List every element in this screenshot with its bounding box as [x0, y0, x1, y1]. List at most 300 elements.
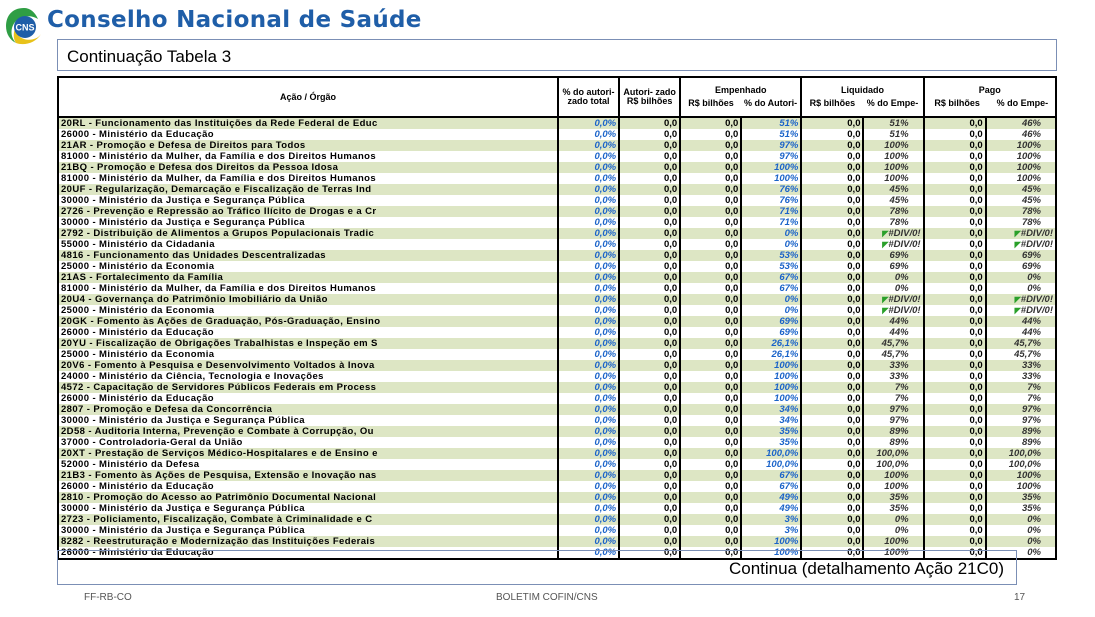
cell-empenhado-pct: 100%	[741, 393, 801, 404]
cell-autorizado: 0,0	[619, 349, 680, 360]
cell-autorizado: 0,0	[619, 415, 680, 426]
cell-liquidado-rs: 0,0	[801, 162, 863, 173]
cell-acao-orgao: 37000 - Controladoria-Geral da União	[58, 437, 558, 448]
cell-pct-total: 0,0%	[558, 261, 619, 272]
cell-pago-pct: 78%	[986, 206, 1056, 217]
cell-liquidado-pct: 69%	[863, 261, 923, 272]
cell-pago-rs: 0,0	[924, 217, 986, 228]
logo-text: CNS	[15, 22, 35, 33]
cell-pago-pct: 33%	[986, 360, 1056, 371]
table-row-orgao	[58, 459, 1056, 470]
cell-empenhado-rs: 0,0	[680, 228, 741, 239]
cell-acao-orgao: 4816 - Funcionamento das Unidades Descentralizadas	[58, 250, 558, 261]
cell-acao-orgao: 26000 - Ministério da Educação	[58, 393, 558, 404]
table-body	[58, 117, 1056, 559]
cell-empenhado-pct: 100%	[741, 360, 801, 371]
cell-acao-orgao: 81000 - Ministério da Mulher, da Família e dos Direitos Humanos	[58, 173, 558, 184]
cell-liquidado-pct: 89%	[863, 437, 923, 448]
error-indicator-icon: ◤	[1014, 229, 1021, 238]
cell-empenhado-pct: 0%	[741, 239, 801, 250]
cell-pago-rs: 0,0	[924, 404, 986, 415]
cell-empenhado-pct: 49%	[741, 492, 801, 503]
table-row-orgao	[58, 481, 1056, 492]
cell-empenhado-pct: 35%	[741, 426, 801, 437]
cell-pago-rs: 0,0	[924, 382, 986, 393]
cell-liquidado-rs: 0,0	[801, 129, 863, 140]
table-row-acao	[58, 514, 1056, 525]
table-row-orgao	[58, 217, 1056, 228]
table-row-acao	[58, 184, 1056, 195]
cell-pct-total: 0,0%	[558, 448, 619, 459]
cell-empenhado-pct: 100%	[741, 371, 801, 382]
cell-liquidado-rs: 0,0	[801, 272, 863, 283]
cell-pct-total: 0,0%	[558, 415, 619, 426]
table-row-acao	[58, 162, 1056, 173]
cell-liquidado-rs: 0,0	[801, 470, 863, 481]
cell-pago-rs: 0,0	[924, 228, 986, 239]
cell-liquidado-rs: 0,0	[801, 448, 863, 459]
table-caption: Continuação Tabela 3	[67, 47, 232, 66]
cell-acao-orgao: 81000 - Ministério da Mulher, da Família e dos Direitos Humanos	[58, 151, 558, 162]
cell-liquidado-pct: 0%	[863, 283, 923, 294]
cell-empenhado-pct: 76%	[741, 184, 801, 195]
cell-empenhado-pct: 97%	[741, 140, 801, 151]
cell-pago-rs: 0,0	[924, 503, 986, 514]
cell-empenhado-rs: 0,0	[680, 173, 741, 184]
cell-autorizado: 0,0	[619, 393, 680, 404]
cell-acao-orgao: 2726 - Prevenção e Repressão ao Tráfico Ilícito de Drogas e a Cr	[58, 206, 558, 217]
table-row-acao	[58, 294, 1056, 305]
cell-empenhado-pct: 69%	[741, 327, 801, 338]
cell-empenhado-rs: 0,0	[680, 217, 741, 228]
cell-pago-pct: 0%	[986, 536, 1056, 547]
cell-pct-total: 0,0%	[558, 514, 619, 525]
cell-pago-pct: 100%	[986, 481, 1056, 492]
cell-acao-orgao: 26000 - Ministério da Educação	[58, 327, 558, 338]
cell-pago-rs: 0,0	[924, 393, 986, 404]
cell-pct-total: 0,0%	[558, 371, 619, 382]
cell-pago-pct	[986, 294, 1056, 305]
cell-pago-rs: 0,0	[924, 305, 986, 316]
table-row-acao	[58, 536, 1056, 547]
cell-pct-total: 0,0%	[558, 184, 619, 195]
cell-pct-total: 0,0%	[558, 316, 619, 327]
cell-pago-rs: 0,0	[924, 338, 986, 349]
cell-pago-pct	[986, 239, 1056, 250]
cell-liquidado-pct: 100%	[863, 536, 923, 547]
cell-pct-total: 0,0%	[558, 206, 619, 217]
cell-liquidado-pct	[863, 239, 923, 250]
cell-pct-total: 0,0%	[558, 305, 619, 316]
cell-empenhado-pct: 100%	[741, 382, 801, 393]
cell-pago-rs: 0,0	[924, 294, 986, 305]
table-row-orgao	[58, 371, 1056, 382]
cell-pct-total: 0,0%	[558, 228, 619, 239]
cell-liquidado-rs: 0,0	[801, 393, 863, 404]
cell-pct-total: 0,0%	[558, 195, 619, 206]
cell-empenhado-rs: 0,0	[680, 426, 741, 437]
cell-acao-orgao: 25000 - Ministério da Economia	[58, 349, 558, 360]
table-row-orgao	[58, 327, 1056, 338]
table-row-orgao	[58, 393, 1056, 404]
cell-acao-orgao: 81000 - Ministério da Mulher, da Família e dos Direitos Humanos	[58, 283, 558, 294]
table-row-orgao	[58, 151, 1056, 162]
cell-liquidado-rs: 0,0	[801, 140, 863, 151]
cell-pago-rs: 0,0	[924, 360, 986, 371]
cell-liquidado-pct: 45%	[863, 184, 923, 195]
table-row-acao	[58, 250, 1056, 261]
error-value: #DIV/0!	[1020, 294, 1053, 305]
cell-acao-orgao: 30000 - Ministério da Justiça e Segurança Pública	[58, 525, 558, 536]
table-row-orgao	[58, 239, 1056, 250]
cell-acao-orgao: 30000 - Ministério da Justiça e Segurança Pública	[58, 195, 558, 206]
cell-liquidado-rs: 0,0	[801, 349, 863, 360]
cell-acao-orgao: 20YU - Fiscalização de Obrigações Trabalhistas e Inspeção em S	[58, 338, 558, 349]
cell-autorizado: 0,0	[619, 129, 680, 140]
cell-acao-orgao: 20V6 - Fomento à Pesquisa e Desenvolvimento Voltados à Inova	[58, 360, 558, 371]
cell-autorizado: 0,0	[619, 382, 680, 393]
cell-empenhado-rs: 0,0	[680, 360, 741, 371]
cell-empenhado-rs: 0,0	[680, 514, 741, 525]
cell-liquidado-pct	[863, 228, 923, 239]
cell-pago-pct: 46%	[986, 129, 1056, 140]
cell-liquidado-rs: 0,0	[801, 261, 863, 272]
cell-acao-orgao: 26000 - Ministério da Educação	[58, 547, 558, 559]
cell-pago-rs: 0,0	[924, 261, 986, 272]
cell-liquidado-pct	[863, 294, 923, 305]
cell-acao-orgao: 30000 - Ministério da Justiça e Segurança Pública	[58, 217, 558, 228]
error-value: #DIV/0!	[1020, 305, 1053, 316]
cell-liquidado-pct: 100%	[863, 470, 923, 481]
cell-pct-total: 0,0%	[558, 151, 619, 162]
table-row-orgao	[58, 173, 1056, 184]
cell-pago-pct: 45,7%	[986, 349, 1056, 360]
cell-liquidado-pct: 35%	[863, 492, 923, 503]
cell-acao-orgao: 26000 - Ministério da Educação	[58, 481, 558, 492]
cell-empenhado-rs: 0,0	[680, 206, 741, 217]
cell-pago-rs: 0,0	[924, 151, 986, 162]
cell-pago-pct: 0%	[986, 525, 1056, 536]
footer-left: FF-RB-CO	[84, 592, 132, 603]
cell-liquidado-rs: 0,0	[801, 206, 863, 217]
cell-empenhado-rs: 0,0	[680, 117, 741, 129]
table-row-orgao	[58, 195, 1056, 206]
cell-pago-rs: 0,0	[924, 173, 986, 184]
cell-acao-orgao: 25000 - Ministério da Economia	[58, 261, 558, 272]
cell-pago-rs: 0,0	[924, 239, 986, 250]
cell-pago-rs: 0,0	[924, 349, 986, 360]
cell-pago-rs: 0,0	[924, 129, 986, 140]
cell-pct-total: 0,0%	[558, 217, 619, 228]
cell-empenhado-rs: 0,0	[680, 272, 741, 283]
cell-autorizado: 0,0	[619, 514, 680, 525]
cell-acao-orgao: 2807 - Promoção e Defesa da Concorrência	[58, 404, 558, 415]
header-pago-pct: % do Empe-	[996, 98, 1049, 108]
cell-empenhado-pct: 34%	[741, 404, 801, 415]
cell-acao-orgao: 8282 - Reestruturação e Modernização das Instituições Federais	[58, 536, 558, 547]
cell-empenhado-rs: 0,0	[680, 547, 741, 559]
cell-empenhado-pct: 26,1%	[741, 338, 801, 349]
cell-pago-pct	[986, 305, 1056, 316]
table-row-acao	[58, 448, 1056, 459]
cell-liquidado-rs: 0,0	[801, 151, 863, 162]
table-row-acao	[58, 382, 1056, 393]
cell-pago-pct: 0%	[986, 272, 1056, 283]
table-row-orgao	[58, 129, 1056, 140]
cell-pago-pct: 100%	[986, 140, 1056, 151]
cell-liquidado-pct: 100%	[863, 162, 923, 173]
cell-empenhado-rs: 0,0	[680, 459, 741, 470]
cell-acao-orgao: 2810 - Promoção do Acesso ao Patrimônio Documental Nacional	[58, 492, 558, 503]
cell-empenhado-rs: 0,0	[680, 371, 741, 382]
cell-pago-rs: 0,0	[924, 536, 986, 547]
cell-liquidado-pct: 0%	[863, 525, 923, 536]
header-autorizado: Autori- zado R$ bilhões	[619, 77, 680, 117]
cell-empenhado-rs: 0,0	[680, 283, 741, 294]
cell-pago-pct: 100,0%	[986, 448, 1056, 459]
cell-pago-rs: 0,0	[924, 195, 986, 206]
cell-liquidado-rs: 0,0	[801, 316, 863, 327]
cell-pago-pct: 7%	[986, 382, 1056, 393]
cell-pct-total: 0,0%	[558, 459, 619, 470]
cell-empenhado-pct: 3%	[741, 525, 801, 536]
cell-autorizado: 0,0	[619, 162, 680, 173]
cell-liquidado-rs: 0,0	[801, 228, 863, 239]
table-row-acao	[58, 338, 1056, 349]
cell-liquidado-rs: 0,0	[801, 371, 863, 382]
cell-pago-pct: 7%	[986, 393, 1056, 404]
cell-liquidado-pct: 97%	[863, 415, 923, 426]
header-liquidado: Liquidado	[840, 85, 884, 95]
table-row-orgao	[58, 261, 1056, 272]
cell-autorizado: 0,0	[619, 250, 680, 261]
cell-acao-orgao: 26000 - Ministério da Educação	[58, 129, 558, 140]
cell-liquidado-rs: 0,0	[801, 305, 863, 316]
cell-empenhado-rs: 0,0	[680, 162, 741, 173]
table-row-acao	[58, 228, 1056, 239]
cell-empenhado-rs: 0,0	[680, 481, 741, 492]
cell-autorizado: 0,0	[619, 316, 680, 327]
header-liq-pct: % do Empe-	[866, 98, 919, 108]
table-row-orgao	[58, 503, 1056, 514]
cell-pago-pct: 0%	[986, 514, 1056, 525]
cell-liquidado-pct: 0%	[863, 272, 923, 283]
cell-pct-total: 0,0%	[558, 525, 619, 536]
cell-empenhado-pct: 67%	[741, 272, 801, 283]
cell-autorizado: 0,0	[619, 371, 680, 382]
cell-liquidado-pct: 100%	[863, 481, 923, 492]
cell-acao-orgao: 2792 - Distribuição de Alimentos a Grupos Populacionais Tradic	[58, 228, 558, 239]
cell-pct-total: 0,0%	[558, 360, 619, 371]
cell-liquidado-pct: 89%	[863, 426, 923, 437]
cell-empenhado-rs: 0,0	[680, 415, 741, 426]
cell-empenhado-pct: 0%	[741, 294, 801, 305]
cell-liquidado-rs: 0,0	[801, 239, 863, 250]
cell-pago-rs: 0,0	[924, 492, 986, 503]
footer-center: BOLETIM COFIN/CNS	[496, 592, 598, 603]
cell-autorizado: 0,0	[619, 228, 680, 239]
cell-acao-orgao: 25000 - Ministério da Economia	[58, 305, 558, 316]
cell-pago-rs: 0,0	[924, 547, 986, 559]
cell-acao-orgao: 21B3 - Fomento às Ações de Pesquisa, Extensão e Inovação nas	[58, 470, 558, 481]
data-table-container	[57, 76, 1057, 558]
error-indicator-icon: ◤	[1014, 295, 1021, 304]
cell-autorizado: 0,0	[619, 492, 680, 503]
table-row-acao	[58, 272, 1056, 283]
table-row-acao	[58, 140, 1056, 151]
error-value: #DIV/0!	[888, 294, 921, 305]
cell-empenhado-pct: 100%	[741, 162, 801, 173]
cell-empenhado-rs: 0,0	[680, 382, 741, 393]
cell-pago-pct: 44%	[986, 327, 1056, 338]
cell-liquidado-rs: 0,0	[801, 426, 863, 437]
cell-empenhado-rs: 0,0	[680, 525, 741, 536]
cell-liquidado-pct: 97%	[863, 404, 923, 415]
cell-liquidado-pct: 78%	[863, 217, 923, 228]
caption-box	[57, 39, 1057, 71]
cell-empenhado-rs: 0,0	[680, 129, 741, 140]
table-row-acao	[58, 492, 1056, 503]
cell-liquidado-pct: 33%	[863, 360, 923, 371]
cell-empenhado-rs: 0,0	[680, 316, 741, 327]
data-table	[57, 76, 1057, 560]
cell-pct-total: 0,0%	[558, 470, 619, 481]
cell-empenhado-pct: 67%	[741, 470, 801, 481]
cell-autorizado: 0,0	[619, 536, 680, 547]
cell-empenhado-rs: 0,0	[680, 294, 741, 305]
cell-liquidado-rs: 0,0	[801, 536, 863, 547]
cell-autorizado: 0,0	[619, 338, 680, 349]
cell-pago-pct: 100%	[986, 470, 1056, 481]
cell-liquidado-pct: 0%	[863, 514, 923, 525]
cell-empenhado-rs: 0,0	[680, 503, 741, 514]
cell-liquidado-pct: 44%	[863, 316, 923, 327]
table-row-acao	[58, 206, 1056, 217]
header-pago-group	[924, 77, 1056, 117]
cell-empenhado-pct: 71%	[741, 217, 801, 228]
cell-pct-total: 0,0%	[558, 349, 619, 360]
cell-autorizado: 0,0	[619, 272, 680, 283]
cell-autorizado: 0,0	[619, 525, 680, 536]
cell-liquidado-pct: 45%	[863, 195, 923, 206]
cell-acao-orgao: 21BQ - Promoção e Defesa dos Direitos da Pessoa Idosa	[58, 162, 558, 173]
cell-pago-rs: 0,0	[924, 426, 986, 437]
cell-empenhado-rs: 0,0	[680, 470, 741, 481]
continua-box	[57, 550, 1017, 585]
cell-autorizado: 0,0	[619, 283, 680, 294]
continua-note: Continua (detalhamento Ação 21C0)	[728, 559, 1004, 578]
cell-pct-total: 0,0%	[558, 294, 619, 305]
cell-pct-total: 0,0%	[558, 481, 619, 492]
header-empenhado-group	[680, 77, 801, 117]
cell-pct-total: 0,0%	[558, 426, 619, 437]
cell-acao-orgao: 55000 - Ministério da Cidadania	[58, 239, 558, 250]
cell-liquidado-rs: 0,0	[801, 382, 863, 393]
cell-acao-orgao: 30000 - Ministério da Justiça e Segurança Pública	[58, 503, 558, 514]
cell-pago-pct: 0%	[986, 547, 1056, 559]
cell-empenhado-rs: 0,0	[680, 536, 741, 547]
table-row-acao	[58, 316, 1056, 327]
cell-acao-orgao: 24000 - Ministério da Ciência, Tecnologia e Inovações	[58, 371, 558, 382]
cell-autorizado: 0,0	[619, 195, 680, 206]
cell-empenhado-pct: 53%	[741, 250, 801, 261]
cell-autorizado: 0,0	[619, 547, 680, 559]
cell-pago-rs: 0,0	[924, 206, 986, 217]
table-row-orgao	[58, 283, 1056, 294]
header-pago: Pago	[978, 85, 1001, 95]
table-header-row	[58, 77, 1056, 117]
cell-pct-total: 0,0%	[558, 117, 619, 129]
cell-liquidado-pct: 45,7%	[863, 349, 923, 360]
cell-pct-total: 0,0%	[558, 173, 619, 184]
error-value: #DIV/0!	[1020, 239, 1053, 250]
cell-pago-rs: 0,0	[924, 437, 986, 448]
cell-liquidado-rs: 0,0	[801, 195, 863, 206]
cell-liquidado-pct: 51%	[863, 117, 923, 129]
cell-pago-pct: 89%	[986, 437, 1056, 448]
cell-pago-pct: 35%	[986, 492, 1056, 503]
cell-pago-pct: 100,0%	[986, 459, 1056, 470]
error-indicator-icon: ◤	[1014, 240, 1021, 249]
cell-liquidado-pct: 44%	[863, 327, 923, 338]
cell-acao-orgao: 20GK - Fomento às Ações de Graduação, Pós-Graduação, Ensino	[58, 316, 558, 327]
cell-autorizado: 0,0	[619, 481, 680, 492]
table-row-acao	[58, 117, 1056, 129]
cell-liquidado-pct: 100%	[863, 173, 923, 184]
cell-empenhado-rs: 0,0	[680, 404, 741, 415]
cell-pago-pct: 78%	[986, 217, 1056, 228]
cell-liquidado-rs: 0,0	[801, 338, 863, 349]
cell-pago-rs: 0,0	[924, 327, 986, 338]
cell-acao-orgao: 20RL - Funcionamento das Instituições da Rede Federal de Educ	[58, 117, 558, 129]
cell-empenhado-pct: 0%	[741, 228, 801, 239]
cell-liquidado-rs: 0,0	[801, 294, 863, 305]
cell-pago-rs: 0,0	[924, 162, 986, 173]
cell-acao-orgao: 20XT - Prestação de Serviços Médico-Hospitalares e de Ensino e	[58, 448, 558, 459]
cell-empenhado-rs: 0,0	[680, 327, 741, 338]
cell-pago-rs: 0,0	[924, 470, 986, 481]
cell-empenhado-pct: 0%	[741, 305, 801, 316]
cell-autorizado: 0,0	[619, 206, 680, 217]
table-row-orgao	[58, 525, 1056, 536]
cell-liquidado-pct: 78%	[863, 206, 923, 217]
cell-empenhado-pct: 67%	[741, 283, 801, 294]
cell-pct-total: 0,0%	[558, 283, 619, 294]
cell-liquidado-pct: 100%	[863, 151, 923, 162]
error-indicator-icon: ◤	[882, 240, 889, 249]
cell-liquidado-rs: 0,0	[801, 525, 863, 536]
cell-empenhado-pct: 51%	[741, 117, 801, 129]
cell-autorizado: 0,0	[619, 140, 680, 151]
cell-acao-orgao: 20UF - Regularização, Demarcação e Fiscalização de Terras Ind	[58, 184, 558, 195]
cell-pct-total: 0,0%	[558, 393, 619, 404]
footer-page-number: 17	[1014, 592, 1026, 603]
cell-acao-orgao: 20U4 - Governança do Patrimônio Imobiliário da União	[58, 294, 558, 305]
cell-empenhado-rs: 0,0	[680, 184, 741, 195]
cell-liquidado-rs: 0,0	[801, 327, 863, 338]
cell-acao-orgao: 21AR - Promoção e Defesa de Direitos para Todos	[58, 140, 558, 151]
cns-logo	[4, 6, 44, 46]
cell-pago-pct: 45%	[986, 195, 1056, 206]
cell-liquidado-pct: 45,7%	[863, 338, 923, 349]
cell-pago-rs: 0,0	[924, 481, 986, 492]
cell-autorizado: 0,0	[619, 239, 680, 250]
cell-liquidado-pct: 100%	[863, 547, 923, 559]
cell-liquidado-rs: 0,0	[801, 250, 863, 261]
cell-pago-pct: 35%	[986, 503, 1056, 514]
header-emp-pct: % do Autori-	[744, 98, 798, 108]
cell-empenhado-pct: 51%	[741, 129, 801, 140]
